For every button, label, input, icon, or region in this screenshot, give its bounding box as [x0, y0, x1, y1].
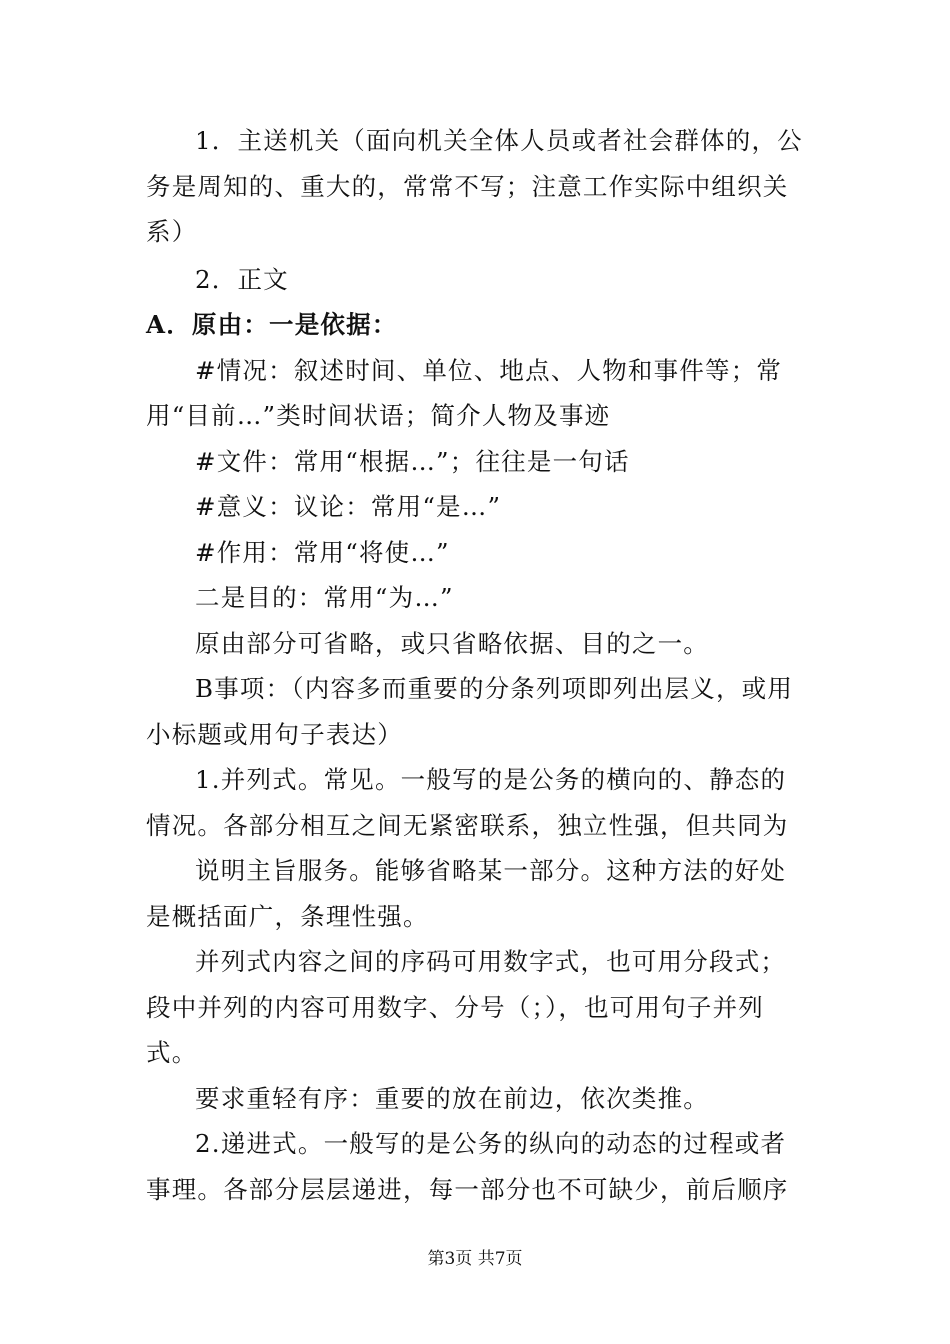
- paragraph-section-b-heading: B事项：（内容多而重要的分条列项即列出层义，或用小标题或用句子表达）: [146, 674, 794, 749]
- paragraph-progressive-style: 2.递进式。一般写的是公务的纵向的动态的过程或者事理。各部分层层递进，每一部分也不可缺少，前后顺序: [146, 1129, 789, 1204]
- paragraph-section-a-heading: A．原由：一是依据：: [146, 310, 398, 339]
- paragraph-situation: #情况：叙述时间、单位、地点、人物和事件等；常用“目前…”类时间状语；简介人物及事迹: [146, 355, 783, 430]
- page-footer: 第3页 共7页: [427, 1249, 523, 1269]
- paragraph-parallel-style-cont: 说明主旨服务。能够省略某一部分。这种方法的好处是概括面广，条理性强。: [146, 856, 787, 931]
- paragraph-recipient: 1．主送机关（面向机关全体人员或者社会群体的，公务是周知的、重大的，常常不写；注意工作实际中组织关系）: [146, 126, 803, 246]
- paragraph-parallel-style: 1.并列式。常见。一般写的是公务的横向的、静态的情况。各部分相互之间无紧密联系，独立性强，但共同为: [146, 765, 789, 840]
- paragraph-priority-order: 要求重轻有序：重要的放在前边，依次类推。: [195, 1083, 709, 1113]
- paragraph-omission-note: 原由部分可省略，或只省略依据、目的之一。: [195, 628, 709, 658]
- paragraph-meaning: #意义：议论：常用“是…”: [195, 492, 502, 521]
- paragraph-function: #作用：常用“将使…”: [195, 537, 450, 567]
- paragraph-parallel-numbering: 并列式内容之间的序码可用数字式，也可用分段式；段中并列的内容可用数字、分号（；），也可用句子并列式。: [146, 947, 787, 1067]
- paragraph-document-basis: #文件：常用“根据…”；往往是一句话: [195, 446, 630, 476]
- document-body: [146, 118, 810, 1212]
- paragraph-body-heading: 2．正文: [195, 264, 289, 294]
- paragraph-purpose: 二是目的：常用“为…”: [195, 583, 454, 612]
